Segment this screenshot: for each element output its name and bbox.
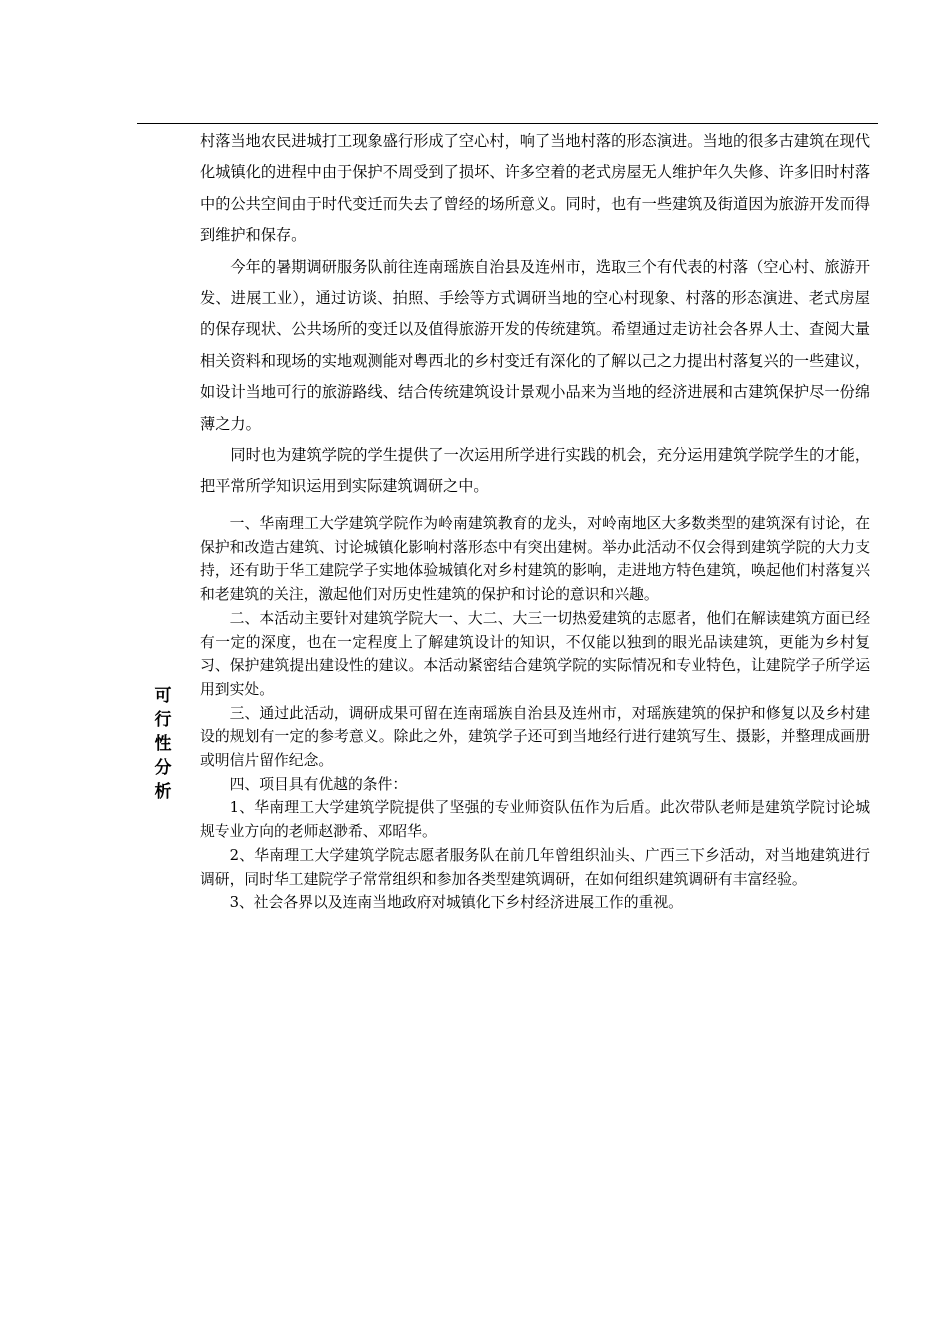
analysis-paragraph-5: 1、华南理工大学建筑学院提供了坚强的专业师资队伍作为后盾。此次带队老师是建筑学院讨论城规专业方向的老师赵渺希、邓昭华。 (200, 799, 870, 841)
analysis-paragraph-7: 3、社会各界以及连南当地政府对城镇化下乡村经济进展工作的重视。 (229, 894, 683, 912)
analysis-paragraph-6: 2、华南理工大学建筑学院志愿者服务队在前几年曾组织汕头、广西三下乡活动，对当地建筑进行调研，同时华工建院学子常常组织和参加各类型建筑调研，在如何组织建筑调研有丰富经验。 (200, 846, 870, 888)
analysis-paragraph-4: 四、项目具有优越的条件： (229, 775, 408, 793)
intro-section (200, 126, 870, 503)
intro-paragraph-3: 同时也为建筑学院的学生提供了一次运用所学进行实践的机会，充分运用建筑学院学生的才能，把平常所学知识运用到实际建筑调研之中。 (200, 446, 870, 496)
analysis-paragraph-3: 三、通过此活动，调研成果可留在连南瑶族自治县及连州市，对瑶族建筑的保护和修复以及乡村建设的规划有一定的参考意义。除此之外，建筑学子还可到当地经行进行建筑写生、摄影，并整理成画册或明信片留作纪念。 (200, 704, 870, 770)
intro-paragraph-2: 今年的暑期调研服务队前往连南瑶族自治县及连州市，选取三个有代表的村落（空心村、旅游开发、进展工业），通过访谈、拍照、手绘等方式调研当地的空心村现象、村落的形态演进、老式房屋的保存现状、公共场所的变迁以及值得旅游开发的传统建筑。希望通过走访社会各界人士、查阅大量相关资料和现场的实地观测能对粤西北的乡村变迁有深化的了解以己之力提出村落复兴的一些建议，如设计当地可行的旅游路线、结合传统建筑设计景观小品来为当地的经济进展和古建筑保护尽一份绵薄之力。 (200, 257, 870, 433)
top-rule (137, 123, 878, 124)
analysis-paragraph-1: 一、华南理工大学建筑学院作为岭南建筑教育的龙头，对岭南地区大多数类型的建筑深有讨论，在保护和改造古建筑、讨论城镇化影响村落形态中有突出建树。举办此活动不仅会得到建筑学院的大力支持，还有助于华工建院学子实地体验城镇化对乡村建筑的影响，走进地方特色建筑，唤起他们村落复兴和老建筑的关注，激起他们对历史性建筑的保护和讨论的意识和兴趣。 (200, 515, 870, 604)
feasibility-analysis-section (200, 512, 870, 915)
intro-paragraph-1: 村落当地农民进城打工现象盛行形成了空心村，响了当地村落的形态演进。当地的很多古建筑在现代化城镇化的进程中由于保护不周受到了损坏、许多空着的老式房屋无人维护年久失修、许多旧时村落中的公共空间由于时代变迁而失去了曾经的场所意义。同时，也有一些建筑及街道因为旅游开发而得到维护和保存。 (200, 132, 870, 245)
feasibility-analysis-label: 可行性分析 (154, 686, 172, 802)
analysis-paragraph-2: 二、本活动主要针对建筑学院大一、大二、大三一切热爱建筑的志愿者，他们在解读建筑方面已经有一定的深度，也在一定程度上了解建筑设计的知识，不仅能以独到的眼光品读建筑，更能为乡村复习、保护建筑提出建设性的建议。本活动紧密结合建筑学院的实际情况和专业特色，让建院学子所学运用到实处。 (200, 609, 870, 698)
